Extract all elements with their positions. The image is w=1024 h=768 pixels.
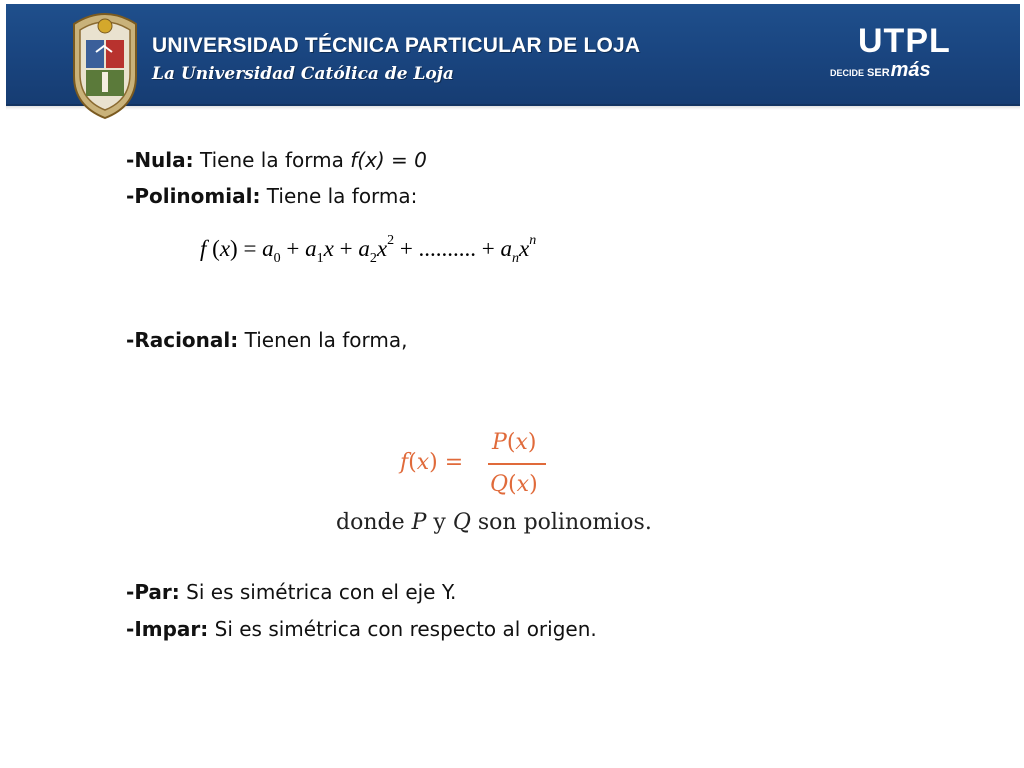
- dash: -: [126, 184, 135, 208]
- item-nula: [126, 150, 427, 170]
- label-nula: Nula:: [134, 148, 194, 172]
- rational-formula: [400, 428, 560, 504]
- text-polinomial: Tiene la forma:: [260, 184, 418, 208]
- fraction-bar: [488, 463, 546, 465]
- donde-note: [336, 510, 652, 535]
- dash: -: [126, 617, 135, 641]
- label-impar: Impar:: [134, 617, 209, 641]
- utpl-logo: UTPL: [858, 22, 951, 60]
- slogan: [830, 60, 931, 80]
- label-polinomial: Polinomial:: [134, 184, 261, 208]
- university-tagline: La Universidad Católica de Loja: [152, 64, 454, 84]
- polynomial-formula: f $(x) = a_0 + a_1x + a_2x^2$ + .......... + $a_nx^n$: [200, 233, 537, 266]
- header-banner: [0, 0, 1024, 108]
- dash: -: [126, 148, 135, 172]
- dash: -: [126, 328, 135, 352]
- text-impar: Si es simétrica con respecto al origen.: [208, 617, 597, 641]
- rational-denominator: Q(x): [490, 472, 538, 497]
- donde-p: P: [411, 510, 427, 535]
- item-polinomial: [126, 186, 417, 206]
- label-par: Par:: [134, 580, 180, 604]
- slogan-mas: más: [890, 59, 931, 81]
- item-par: [126, 582, 456, 602]
- donde-y: y: [426, 510, 453, 535]
- slogan-decide: DECIDE: [830, 68, 865, 78]
- donde-q: Q: [452, 510, 471, 535]
- university-crest-icon: [68, 6, 142, 122]
- expr-nula: f(x) = 0: [350, 148, 427, 172]
- text-par: Si es simétrica con el eje Y.: [179, 580, 457, 604]
- donde-suffix: son polinomios.: [470, 510, 652, 535]
- university-name: UNIVERSIDAD TÉCNICA PARTICULAR DE LOJA: [152, 34, 641, 57]
- item-impar: [126, 619, 597, 639]
- slogan-ser: SER: [867, 67, 890, 79]
- dash: -: [126, 580, 135, 604]
- item-racional: [126, 330, 408, 350]
- text-racional: Tienen la forma,: [238, 328, 408, 352]
- text-nula: Tiene la forma: [193, 148, 351, 172]
- rational-numerator: P(x): [492, 430, 537, 455]
- label-racional: Racional:: [134, 328, 239, 352]
- rational-lhs: f(x) =: [400, 450, 464, 475]
- donde-prefix: donde: [336, 510, 412, 535]
